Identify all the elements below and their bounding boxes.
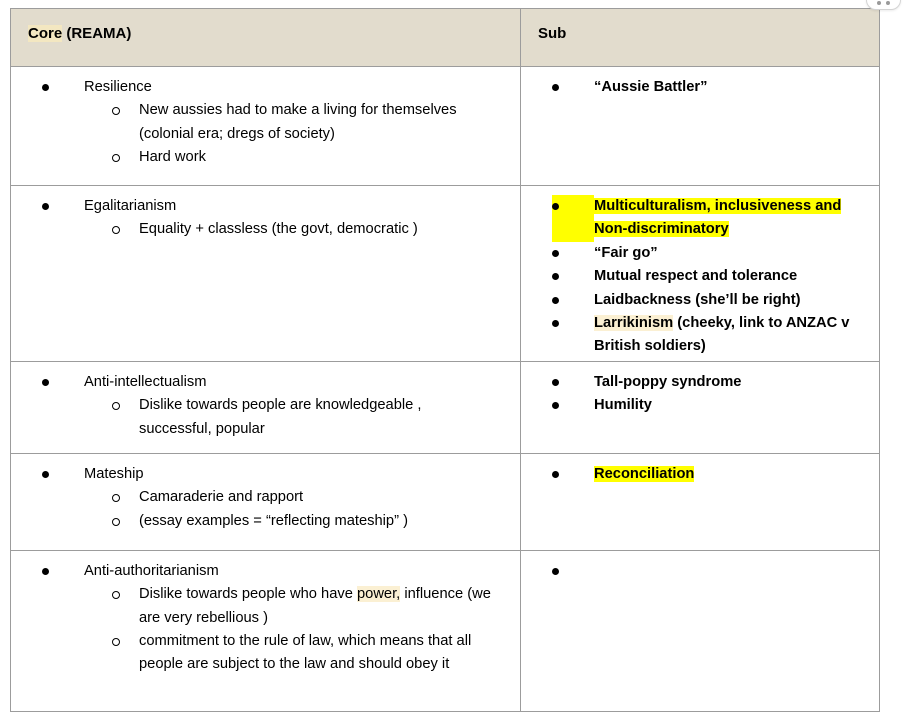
list-item-text: Humility: [594, 397, 652, 414]
bullet-icon: [552, 265, 594, 288]
list-item: [11, 99, 494, 146]
floating-overlay-button[interactable]: [866, 0, 901, 10]
core-cell: [11, 67, 521, 186]
list-item-text: Anti-authoritarianism: [84, 562, 219, 579]
list-item: [11, 630, 494, 677]
list-item: [11, 560, 494, 583]
list-item: [521, 289, 871, 312]
table-row: [11, 550, 880, 711]
list-item: [521, 76, 871, 99]
circle-bullet-icon: [112, 583, 139, 630]
circle-bullet-icon: [112, 99, 139, 146]
bullet-icon: [552, 76, 594, 99]
core-cell: [11, 453, 521, 550]
list-item-text: Mateship: [84, 465, 144, 482]
list-item-text: (essay examples = “reflecting mateship” ): [139, 512, 408, 529]
table-row: [11, 186, 880, 362]
core-cell: [11, 361, 521, 453]
list-item: [521, 265, 871, 288]
list-item: [11, 218, 494, 241]
list-item-text: Hard work: [139, 149, 206, 166]
list-item-text: Egalitarianism: [84, 198, 177, 214]
header-cell-core: [11, 9, 521, 67]
list-item-text: Laidbackness (she’ll be right): [594, 291, 801, 308]
sub-cell: [521, 361, 880, 453]
sub-cell: [521, 550, 880, 711]
sub-cell: [521, 453, 880, 550]
list-item-text: Larrikinism (cheeky, link to ANZAC v British soldiers): [594, 315, 850, 355]
table-row: [11, 453, 880, 550]
list-item-text: Tall-poppy syndrome: [594, 373, 742, 390]
list-item-text: Resilience: [84, 79, 152, 95]
list-item-text: “Fair go”: [594, 244, 658, 261]
list-item: [11, 76, 494, 99]
bullet-icon: [552, 195, 594, 242]
core-header-highlight: Core: [28, 25, 63, 42]
list-item: [11, 583, 494, 630]
table-row: [11, 67, 880, 186]
list-item: [11, 510, 494, 533]
list-item: [521, 195, 871, 242]
list-item: [521, 371, 871, 394]
bullet-icon: [42, 195, 84, 218]
bullet-icon: [552, 463, 594, 486]
sub-cell: [521, 186, 880, 362]
list-item-text: Reconciliation: [594, 465, 695, 482]
bullet-icon: [42, 371, 84, 394]
list-item-text: Camaraderie and rapport: [139, 489, 304, 506]
circle-bullet-icon: [112, 486, 139, 509]
list-item: [521, 560, 871, 575]
list-item-text: Dislike towards people are knowledgeable , successful, popular: [139, 397, 422, 437]
list-item-text: Multiculturalism, inclusiveness and Non-discriminatory: [594, 198, 842, 238]
bullet-icon: [42, 463, 84, 486]
core-cell: [11, 186, 521, 362]
table-header-row: [11, 9, 880, 67]
list-item-text: Mutual respect and tolerance: [594, 268, 798, 285]
list-item: [521, 312, 871, 359]
circle-bullet-icon: [112, 394, 139, 441]
list-item: [11, 486, 494, 509]
bullet-icon: [552, 394, 594, 417]
list-item: [11, 146, 494, 169]
list-item-text: Dislike towards people who have power, influence (we are very rebellious ): [139, 586, 491, 626]
sub-cell: [521, 67, 880, 186]
core-cell: [11, 550, 521, 711]
table-row: [11, 361, 880, 453]
list-item: [11, 195, 494, 218]
list-item-text: [594, 560, 871, 575]
core-header-rest: (REAMA): [62, 25, 132, 42]
list-item-text: commitment to the rule of law, which means that all people are subject to the law and should obey it: [139, 633, 472, 673]
list-item-text: Anti-intellectualism: [84, 373, 207, 390]
list-item-text: Equality + classless (the govt, democratic ): [139, 221, 418, 238]
values-table: [10, 8, 880, 712]
circle-bullet-icon: [112, 146, 139, 169]
bullet-icon: [42, 76, 84, 99]
bullet-icon: [552, 242, 594, 265]
circle-bullet-icon: [112, 510, 139, 533]
ellipsis-dot-icon: [877, 1, 881, 5]
list-item: [521, 242, 871, 265]
circle-bullet-icon: [112, 630, 139, 677]
bullet-icon: [42, 560, 84, 583]
sub-header-label: Sub: [538, 25, 567, 42]
list-item: [11, 394, 494, 441]
circle-bullet-icon: [112, 218, 139, 241]
list-item: [11, 371, 494, 394]
bullet-icon: [552, 289, 594, 312]
list-item-text: New aussies had to make a living for themselves (colonial era; dregs of society): [139, 102, 457, 142]
bullet-icon: [552, 560, 594, 575]
bullet-icon: [552, 312, 594, 359]
list-item: [521, 394, 871, 417]
list-item: [521, 463, 871, 486]
list-item-text: “Aussie Battler”: [594, 79, 708, 95]
bullet-icon: [552, 371, 594, 394]
header-cell-sub: [521, 9, 880, 67]
list-item: [11, 463, 494, 486]
ellipsis-dot-icon: [886, 1, 890, 5]
